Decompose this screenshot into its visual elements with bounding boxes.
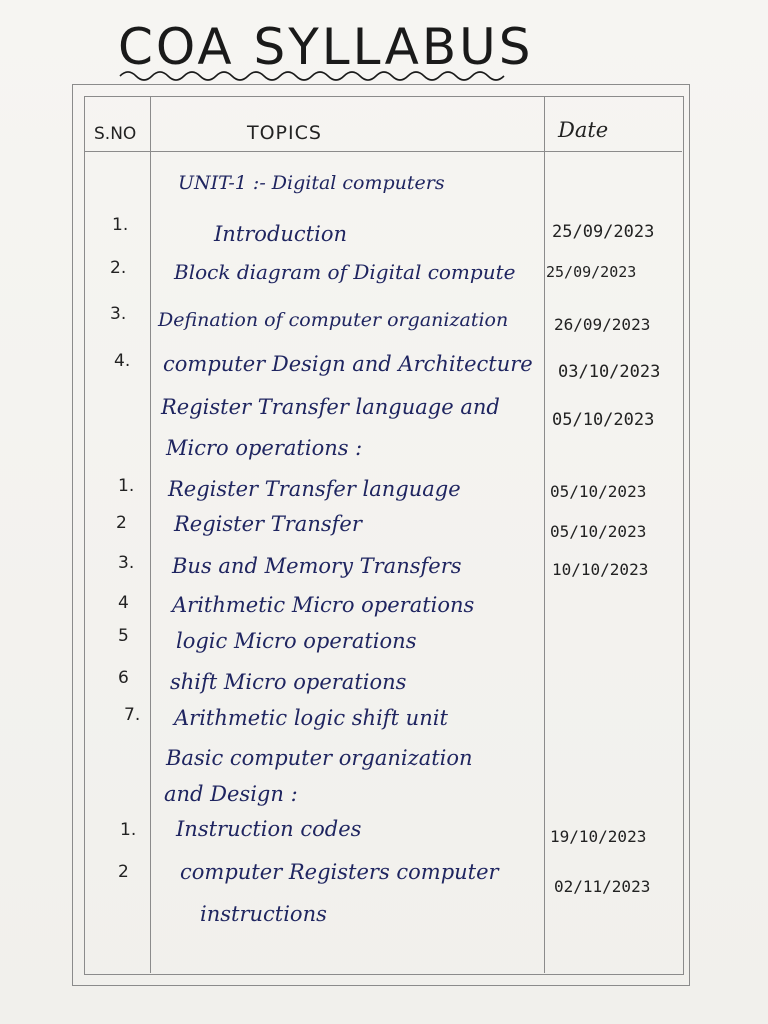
header-topics: TOPICS (247, 122, 322, 144)
row-17-sno: 2 (118, 862, 129, 882)
row-17-topic: computer Registers computer (180, 860, 499, 884)
row-16-topic: Instruction codes (176, 817, 362, 841)
row-12-topic: shift Micro operations (170, 670, 407, 694)
row-4-sno: 4. (114, 351, 131, 371)
row-9-topic: Bus and Memory Transfers (172, 554, 462, 578)
row-3-sno: 3. (110, 304, 127, 324)
row-4-topic: computer Design and Architecture (163, 352, 533, 376)
row-2-date: 25/09/2023 (546, 263, 637, 281)
row-1-topic: Introduction (214, 222, 347, 246)
row-13-sno: 7. (124, 705, 141, 725)
page-title: COA SYLLABUS (118, 18, 534, 76)
header-date: Date (558, 118, 609, 142)
row-10-topic: Arithmetic Micro operations (172, 593, 475, 617)
sno-column-divider (150, 97, 151, 973)
row-8-topic: Register Transfer (174, 512, 362, 536)
header-sno: S.NO (94, 124, 137, 144)
row-11-topic: logic Micro operations (176, 629, 417, 653)
row-8-sno: 2 (116, 513, 127, 533)
row-2-sno: 2. (110, 258, 127, 278)
row-1-sno: 1. (112, 215, 129, 235)
row-14-topic: Basic computer organization (166, 746, 473, 770)
row-4-date: 03/10/2023 (558, 362, 661, 382)
row-5-topic: Register Transfer language and (161, 395, 500, 419)
row-13-topic: Arithmetic logic shift unit (174, 706, 448, 730)
row-10-sno: 4 (118, 593, 129, 613)
row-18-topic: instructions (200, 902, 327, 926)
row-16-date: 19/10/2023 (550, 827, 647, 846)
header-divider (85, 151, 682, 152)
row-15-topic: and Design : (164, 782, 298, 806)
row-3-topic: Defination of computer organization (158, 309, 509, 331)
row-9-date: 10/10/2023 (552, 560, 649, 579)
row-17-date: 02/11/2023 (554, 877, 651, 896)
date-column-divider (544, 97, 545, 973)
row-7-date: 05/10/2023 (550, 482, 647, 501)
row-7-sno: 1. (118, 476, 135, 496)
row-2-topic: Block diagram of Digital compute (174, 260, 516, 284)
row-6-topic: Micro operations : (166, 436, 363, 460)
row-12-sno: 6 (118, 668, 129, 688)
title-underline-squiggle (118, 66, 508, 82)
row-8-date: 05/10/2023 (550, 522, 647, 541)
row-0-topic: UNIT-1 :- Digital computers (178, 172, 445, 194)
row-3-date: 26/09/2023 (554, 315, 651, 334)
row-9-sno: 3. (118, 553, 135, 573)
row-5-date: 05/10/2023 (552, 410, 655, 430)
row-7-topic: Register Transfer language (168, 477, 461, 501)
row-1-date: 25/09/2023 (552, 222, 655, 242)
row-11-sno: 5 (118, 626, 129, 646)
row-16-sno: 1. (120, 820, 137, 840)
